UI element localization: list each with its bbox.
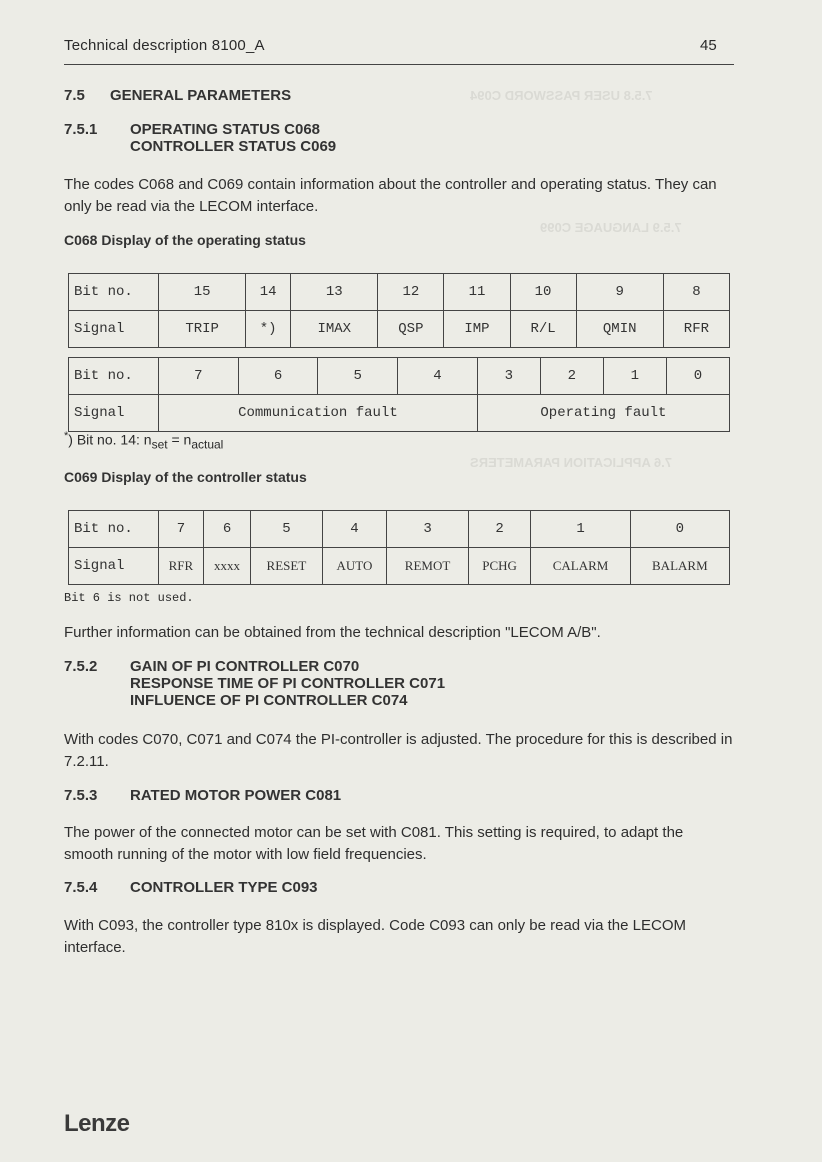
table-cell: 13 bbox=[291, 274, 378, 311]
table-cell: RFR bbox=[663, 311, 729, 348]
table-cell: IMP bbox=[444, 311, 510, 348]
section-title: GENERAL PARAMETERS bbox=[110, 87, 292, 104]
bleed-through: 7.5.8 USER PASSWORD C094 bbox=[470, 88, 653, 103]
table-cell: QSP bbox=[378, 311, 444, 348]
c069-table bbox=[68, 510, 730, 585]
bleed-through: 7.6 APPLICATION PARAMETERS bbox=[470, 455, 673, 470]
table-cell: 3 bbox=[387, 511, 469, 548]
table-cell: PCHG bbox=[468, 548, 531, 585]
table-row bbox=[69, 395, 730, 432]
table-cell: Signal bbox=[69, 311, 159, 348]
table-cell: *) bbox=[246, 311, 291, 348]
bleed-through: 7.5.9 LANGUAGE C099 bbox=[540, 220, 682, 235]
table-cell: Bit no. bbox=[69, 358, 159, 395]
header-title: Technical description 8100_A bbox=[64, 37, 265, 54]
table-cell: 3 bbox=[477, 358, 540, 395]
heading-number: 7.5.3 bbox=[64, 787, 98, 804]
table-cell: 5 bbox=[318, 358, 398, 395]
table-cell: 1 bbox=[603, 358, 666, 395]
heading-753 bbox=[64, 787, 341, 804]
table-cell: 4 bbox=[322, 511, 387, 548]
table-row bbox=[69, 274, 730, 311]
heading-752-line2: RESPONSE TIME OF PI CONTROLLER C071 bbox=[130, 675, 446, 692]
table-cell: 10 bbox=[510, 274, 576, 311]
table-row bbox=[69, 548, 730, 585]
heading-number: 7.5.2 bbox=[64, 658, 98, 675]
footnote-star: * bbox=[64, 430, 69, 442]
table-cell: 2 bbox=[468, 511, 531, 548]
table-cell: RFR bbox=[159, 548, 204, 585]
heading-line: GAIN OF PI CONTROLLER C070 bbox=[130, 658, 360, 675]
table-cell: 8 bbox=[663, 274, 729, 311]
c068-table-low bbox=[68, 357, 730, 432]
table-cell: 2 bbox=[540, 358, 603, 395]
table-cell: 4 bbox=[398, 358, 478, 395]
paragraph: With codes C070, C071 and C074 the PI-controller is adjusted. The procedure for this is described in 7.2.11. bbox=[64, 731, 733, 770]
c068-caption: C068 Display of the operating status bbox=[64, 232, 306, 248]
table-cell: 14 bbox=[246, 274, 291, 311]
table-cell: Bit no. bbox=[69, 274, 159, 311]
table-cell: 12 bbox=[378, 274, 444, 311]
footnote: *) Bit no. 14: $n_{set} = n_{actual}$ bbox=[64, 430, 224, 452]
table-cell: REMOT bbox=[387, 548, 469, 585]
table-cell: 6 bbox=[203, 511, 250, 548]
table-cell: Communication fault bbox=[159, 395, 478, 432]
table-row bbox=[69, 311, 730, 348]
table-cell: R/L bbox=[510, 311, 576, 348]
table-cell: Signal bbox=[69, 548, 159, 585]
table-cell: QMIN bbox=[576, 311, 663, 348]
table-cell: 7 bbox=[159, 511, 204, 548]
heading-754 bbox=[64, 879, 318, 896]
section-heading bbox=[64, 87, 291, 104]
table-cell: Operating fault bbox=[477, 395, 729, 432]
heading-751 bbox=[64, 121, 320, 138]
paragraph: The power of the connected motor can be set with C081. This setting is required, to adapt the smooth running of the motor with low field frequencies. bbox=[64, 824, 684, 863]
paragraph-further: Further information can be obtained from the technical description "LECOM A/B". bbox=[64, 624, 601, 641]
page-number: 45 bbox=[700, 37, 717, 54]
table-cell: RESET bbox=[251, 548, 322, 585]
table-cell: IMAX bbox=[291, 311, 378, 348]
heading-751-line2: CONTROLLER STATUS C069 bbox=[130, 138, 337, 155]
table-cell: Bit no. bbox=[69, 511, 159, 548]
heading-line: RATED MOTOR POWER C081 bbox=[130, 787, 342, 804]
table-cell: 11 bbox=[444, 274, 510, 311]
c068-table-high bbox=[68, 273, 730, 348]
heading-number: 7.5.4 bbox=[64, 879, 98, 896]
table-cell: 15 bbox=[159, 274, 246, 311]
table-cell: 0 bbox=[666, 358, 729, 395]
paragraph: The codes C068 and C069 contain information about the controller and operating status. They can only be read via the LECOM interface. bbox=[64, 176, 717, 215]
paragraph: With C093, the controller type 810x is displayed. Code C093 can only be read via the LECOM interface. bbox=[64, 917, 687, 956]
table-row bbox=[69, 358, 730, 395]
table-cell: 0 bbox=[630, 511, 729, 548]
table-cell: 7 bbox=[159, 358, 239, 395]
c069-caption: C069 Display of the controller status bbox=[64, 469, 307, 485]
section-number: 7.5 bbox=[64, 87, 85, 104]
table-row bbox=[69, 511, 730, 548]
table-cell: 9 bbox=[576, 274, 663, 311]
table-cell: AUTO bbox=[322, 548, 387, 585]
heading-752 bbox=[64, 658, 359, 675]
heading-line: OPERATING STATUS C068 bbox=[130, 121, 321, 138]
table-cell: Signal bbox=[69, 395, 159, 432]
note-bit6: Bit 6 is not used. bbox=[64, 591, 194, 605]
table-cell: 5 bbox=[251, 511, 322, 548]
table-cell: xxxx bbox=[203, 548, 250, 585]
heading-line: CONTROLLER TYPE C093 bbox=[130, 879, 318, 896]
table-cell: CALARM bbox=[531, 548, 630, 585]
heading-752-line3: INFLUENCE OF PI CONTROLLER C074 bbox=[130, 692, 408, 709]
heading-number: 7.5.1 bbox=[64, 121, 98, 138]
table-cell: BALARM bbox=[630, 548, 729, 585]
table-cell: TRIP bbox=[159, 311, 246, 348]
header-rule bbox=[64, 64, 734, 65]
table-cell: 6 bbox=[238, 358, 318, 395]
lenze-logo: Lenze bbox=[64, 1110, 130, 1137]
table-cell: 1 bbox=[531, 511, 630, 548]
